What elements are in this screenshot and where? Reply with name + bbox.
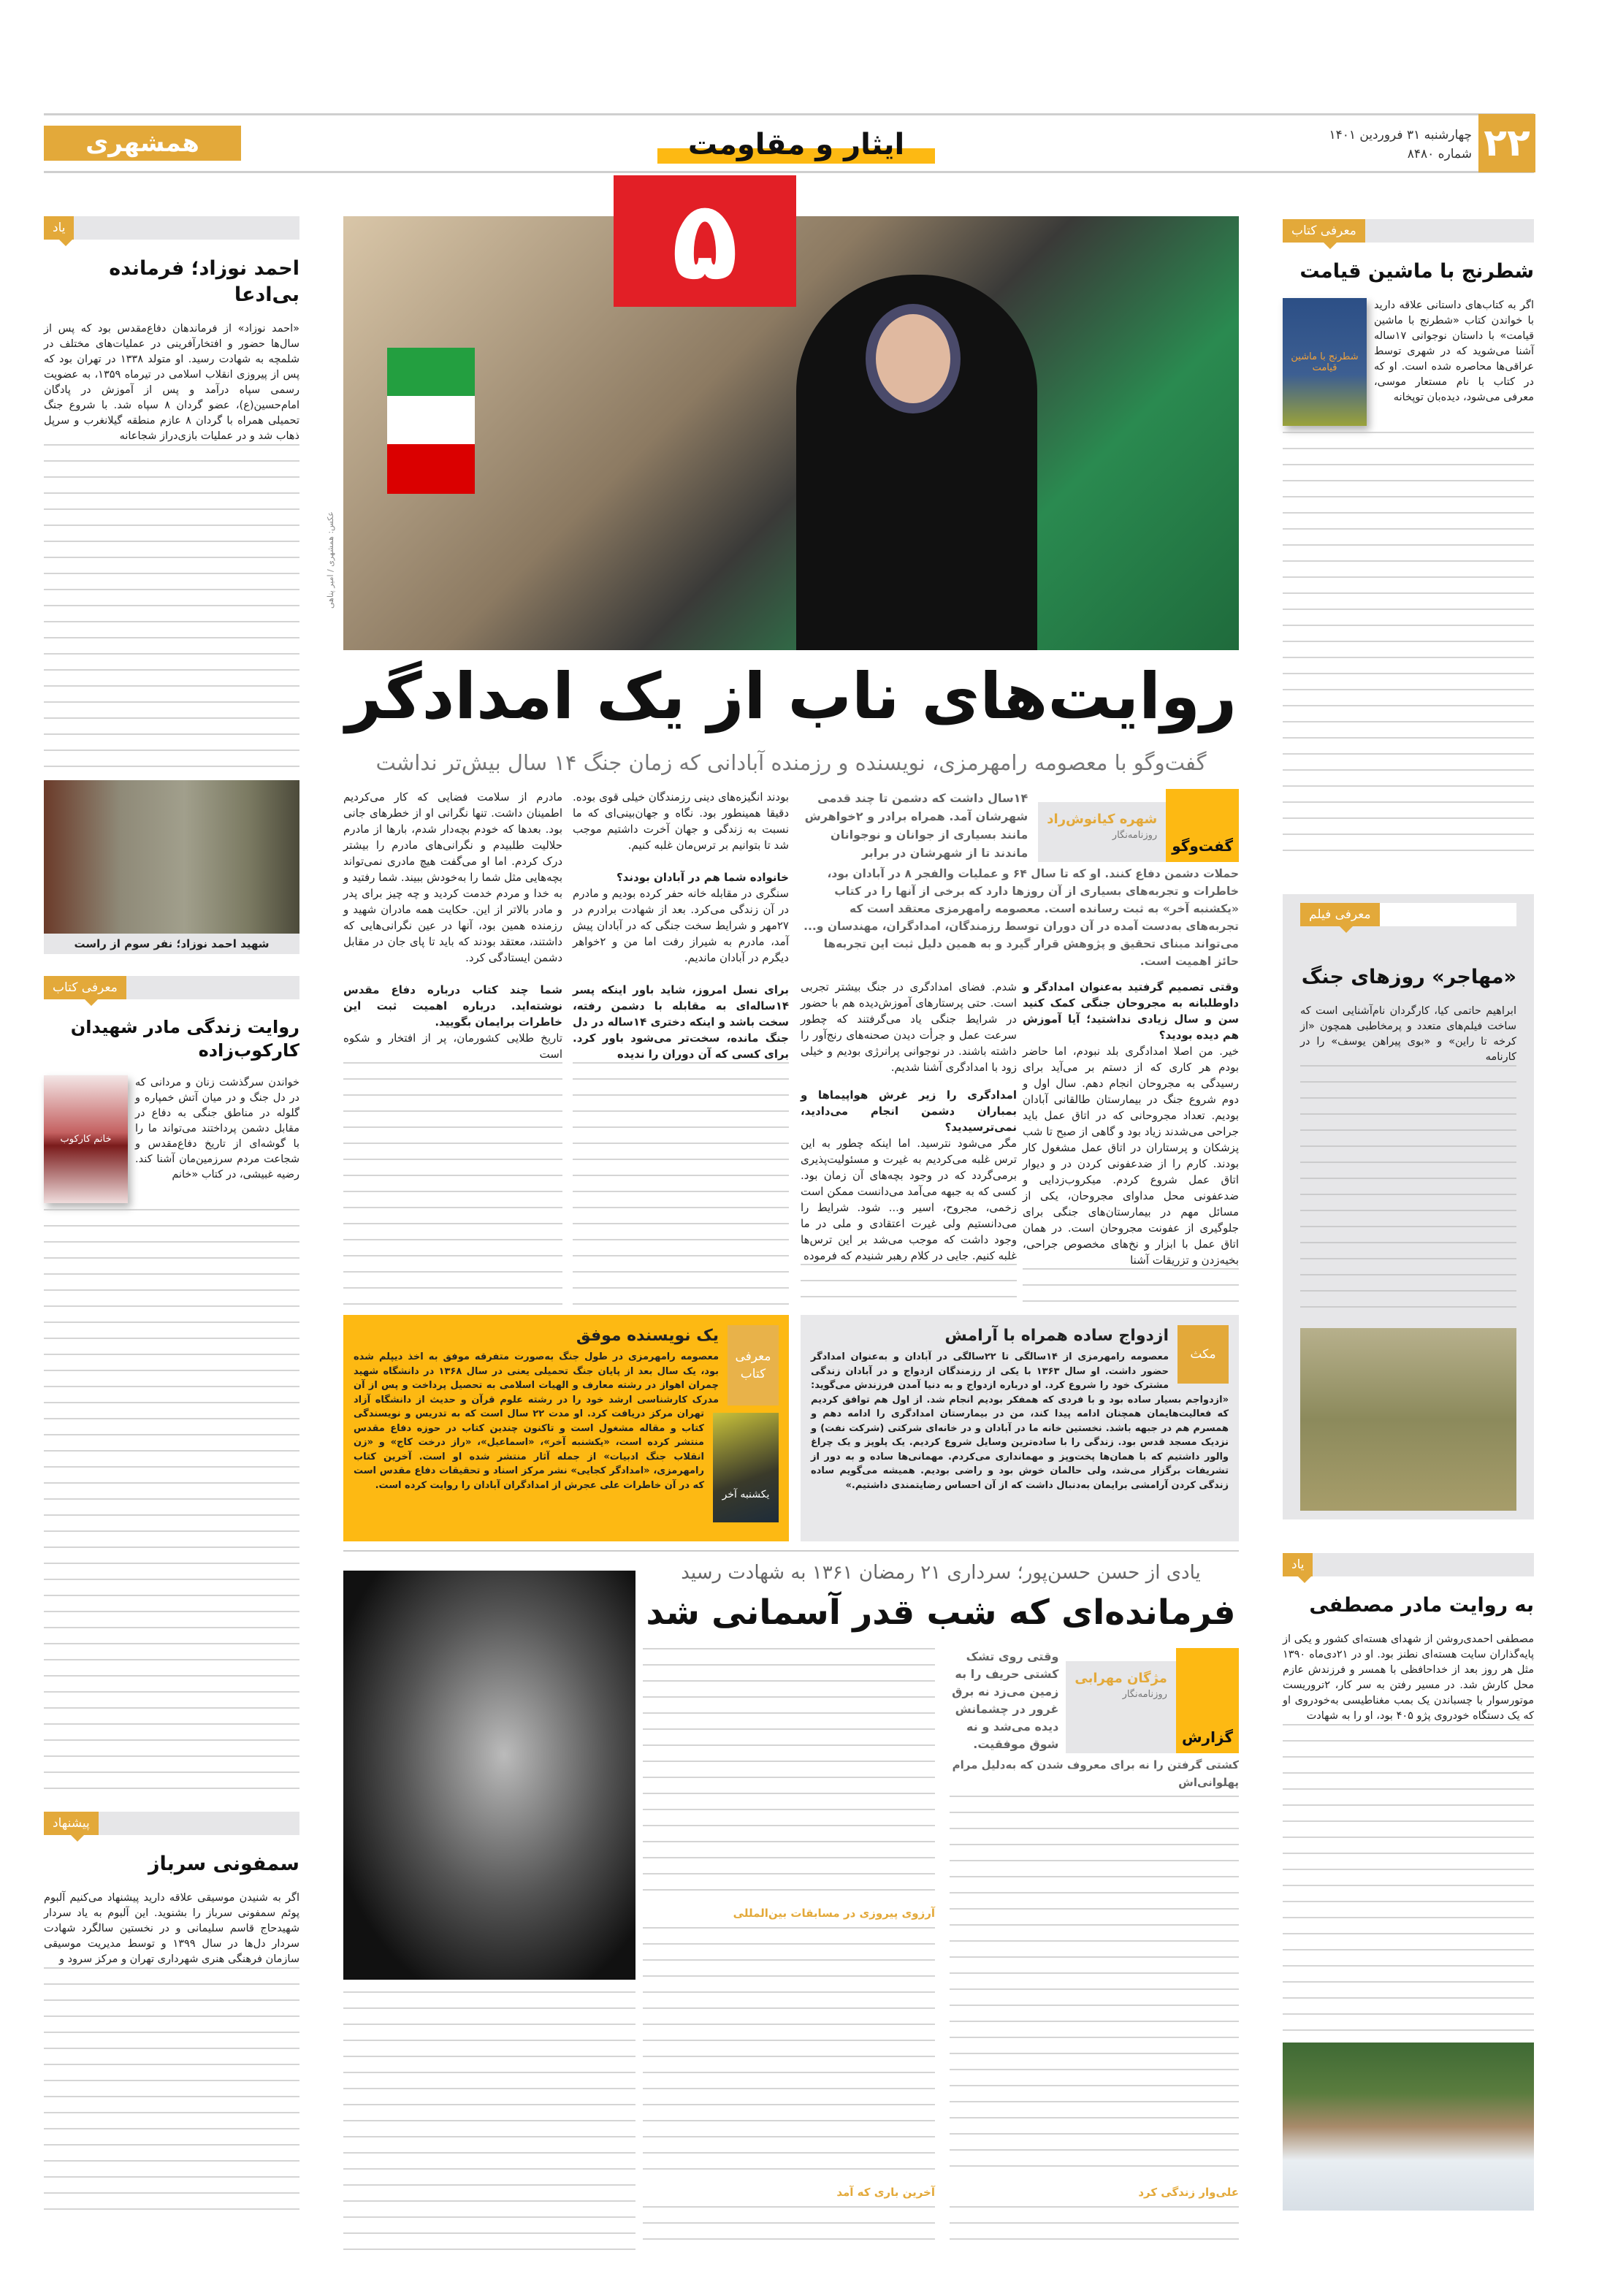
book-intro (44, 1075, 299, 1209)
report-body-start: کشتی گرفتن را نه برای معروف شدن که به‌دلیل مرام پهلوانی‌اش (952, 1758, 1239, 1789)
byline-author (1066, 1661, 1176, 1753)
book-cover-khanom-karkub: خانم کارکوب (44, 1075, 128, 1203)
text-filler (1023, 1268, 1239, 1308)
article-text: اگر به کتاب‌های داستانی علاقه دارید با خواندن کتاب «شطرنج با ماشین قیامت» با داستان نوجوانی ۱۷ساله آشنا می‌شوید که در شهری توسط عراقی‌ها محاصره شده است. او که در کتاب با نام مستعار موسی، معرفی می‌شود، دیده‌بان توپخانه (1374, 300, 1534, 403)
text-filler (643, 2206, 935, 2254)
article-text: مصطفی احمدی‌روشن از شهدای هسته‌ای کشور و یکی از پایه‌گذاران سایت هسته‌ای نطنز بود. او در ۲۱دی‌ماه ۱۳۹۰ مثل هر روز بعد از خداحافظی با همسر و فرزندش عازم محل کارش شد. در مسیر رفتن به سر کار، ۲تروریست موتورسوار با چسباندن یک بمب مغناطیسی به‌خودروی او که یک دستگاه خودروی پژو ۴۰۵ بود، او را به شهادت (1283, 1633, 1534, 1722)
text-filler (1283, 432, 1534, 862)
section-tab (44, 1812, 299, 1835)
section-tab (1283, 1553, 1534, 1576)
report-headline: فرمانده‌ای که شب قدر آسمانی شد (646, 1593, 1236, 1633)
interview-question: وقتی تصمیم گرفتید به‌عنوان امدادگر و داوطلبانه به مجروحان جنگی کمک کنید سن و سال زیادی نداشتید؛ آیا آموزش هم دیده بودید؟ (1023, 980, 1239, 1042)
article-title: احمد نوزاد؛ فرمانده بی‌ادعا (109, 257, 299, 306)
tab-label: یاد (44, 216, 74, 240)
interview-column-4 (343, 789, 562, 1308)
interview-lead-block (801, 789, 1239, 970)
report-kicker: یادی از حسن حسن‌پور؛ سرداری ۲۱ رمضان ۱۳۶۱ به شهادت رسید (681, 1562, 1201, 1584)
interview-question: شما چند کتاب درباره دفاع مقدس نوشته‌اید. درباره اهمیت ثبت این خاطرات برایمان بگویید. (343, 983, 562, 1029)
nozad-group-photo (44, 780, 299, 934)
interview-question: برای نسل امروز، شاید باور اینکه پسر ۱۴ساله‌ای به مقابله با دشمن رفته، سخت باشد و اینکه دختری ۱۴ساله در دل جنگ مانده، سخت‌تر می‌شود باور کرد. برای کسی که آن دوران را ندیده (573, 983, 789, 1061)
interview-lead: ۱۴سال داشت که دشمن تا چند قدمی شهرشان آمد. همراه برادر و ۲خواهرش مانند بسیاری از جوانان و نوجوانان ماندند تا از شهرشان در برابر (804, 791, 1028, 860)
interview-byline (1038, 789, 1239, 862)
tab-label: معرفی فیلم (1300, 903, 1380, 926)
byline-tag: گزارش (1176, 1648, 1239, 1753)
article-title: «مهاجر» روزهای جنگ (1301, 966, 1516, 988)
report-lead: وقتی روی تشک کشتی حریف را به زمین می‌زد نه برق غرور در چشمانش دیده می‌شد و نه شوق موفقیت. (952, 1649, 1059, 1751)
interview-answer: خیر. من اصلا امدادگری بلد نبودم، اما حاضر بودم هر کاری که از دستم بر می‌آید برای رسیدگی به مجروحان انجام دهم. سال اول و دوم شروع جنگ در بیمارستان طالقانی آبادان بودیم. تعداد مجروحانی که در اتاق عمل باید جراحی می‌شدند زیاد بود و گاهی از صبح تا شب پزشکان و پرستاران در اتاق عمل مشغول کار بودند. کارم را از ضدعفونی کردن در و دیوار اتاق عمل شروع کردم. میکروب‌زدایی و ضدعفونی محل مداوای مجروحان، یکی از مسائل مهم در بیمارستان‌های جنگی برای جلوگیری از عفونت مجروحان است. در همان اتاق عمل با ابزار و نخ‌های مخصوص جراحی، بخیه‌زدن و تزریقات آشنا (1023, 1045, 1239, 1267)
report-column-2 (643, 1648, 935, 2254)
report-subhead: آرزوی پیروزی در مسابقات بین‌المللی (733, 1907, 935, 1920)
interview-answer: شدم. فضای امدادگری در جنگ بیشتر تجربی است. حتی پرستارهای آموزش‌دیده هم با حضور در شرایط جنگی یاد می‌گرفتند که چطور سرعت عمل و جرأت دیدن صحنه‌های رنج‌آور را داشته باشند. در نوجوانی پرانرژی بودیم و خیلی زود با امدادگری آشنا شدیم. (801, 980, 1017, 1074)
text-filler (643, 1927, 935, 2178)
interview-question: خانواده شما هم در آبادان بودند؟ (616, 871, 789, 884)
text-filler (343, 1062, 562, 1308)
main-subtitle: گفت‌وگو با معصومه رامهرمزی، نویسنده و رزمنده آبادانی که زمان جنگ ۱۴ سال بیش‌تر نداشت (375, 750, 1207, 775)
interview-answer: مادرم از سلامت فضایی که کار می‌کردیم اطمینان داشت. تنها نگرانی او از خطرهای جانی بود. بعدها که خودم بچه‌دار شدم، بارها از مادرم حلالیت طلبیدم و نگرانی‌های مادرم را بیشتر درک کردم. اما او می‌گفت هیچ مادری نمی‌تواند بچه‌هایی مثل شما را به‌خودش ببیند. شما رفتید و به خدا و مردم خدمت کردید و چه چیز برای پدر و مادر بالاتر از این. حکایت همه مادران شهید و رزمنده همین بود، آنها در عین نگرانی‌هایی که داشتند، معتقد بودند که باید تا پای جان در مقابل دشمن ایستادگی کرد. (343, 790, 562, 964)
text-filler (1283, 1724, 1534, 2034)
text-filler (643, 1648, 935, 1899)
box-tag: مکث (1177, 1325, 1229, 1384)
text-filler (44, 444, 299, 773)
photo-caption: شهید احمد نوزاد؛ نفر سوم از راست (44, 934, 299, 954)
article-title: به روایت مادر مصطفی (1309, 1594, 1534, 1617)
interview-answer: تاریخ طلایی کشورمان، پر از افتخار و شکوه است (343, 1031, 562, 1061)
tab-label: پیشنهاد (44, 1812, 99, 1835)
main-headline: روایت‌های ناب از یک امدادگر (345, 659, 1237, 733)
interview-answer: بودند انگیزه‌های دینی رزمندگان خیلی قوی بوده. دقیقا همینطور بود. نگاه و جهان‌بینی‌ای که ما نسبت به زندگی و جهان آخرت داشتیم موجب شد تا بتوانیم بر ترس‌مان غلبه کنیم. (573, 790, 789, 852)
author-role: روزنامه‌نگار (1112, 830, 1158, 841)
interview-answer: مگر می‌شود نترسید. اما اینکه چطور به این ترس غلبه می‌کردیم به غیرت و مسئولیت‌پذیری برمی‌گردد که در وجود بچه‌های آن زمان بود. کسی که به جبهه می‌آمد می‌دانست ممکن است زخمی، مجروح، اسیر و... شود. شرایط را می‌دانستیم ولی غیرت اعتقادی و ملی در ما وجود داشت که موجب می‌شد بر این ترس‌ها غلبه کنیم. جایی در کلام رهبر شنیدم که فرموده (801, 1137, 1017, 1262)
byline-tag: گفت‌وگو (1166, 789, 1239, 862)
page-number: ۲۲ (1478, 114, 1535, 172)
mostafa-portrait (1283, 2043, 1534, 2211)
interview-right-columns (801, 979, 1239, 1308)
issue-number: شماره ۸۴۸۰ (1407, 147, 1472, 161)
box-title: ازدواج ساده همراه با آرامش (944, 1327, 1169, 1345)
tab-label: معرفی کتاب (44, 976, 126, 999)
report-column-1 (950, 1648, 1239, 2254)
commander-portrait (343, 1571, 635, 1980)
header-bottom-rule (44, 171, 1534, 173)
header-top-rule (44, 113, 1534, 115)
chess-book-article (1283, 219, 1534, 862)
report-subhead: علی‌وار زندگی کرد (1138, 2186, 1239, 2199)
text-filler (573, 1062, 789, 1308)
newspaper-logo: همشهری (44, 126, 241, 161)
report-subhead: آخرین باری که آمد (836, 2186, 935, 2199)
writer-info-box (343, 1315, 789, 1541)
author-name: شهره کیانوش‌راد (1047, 812, 1158, 827)
marriage-info-box (801, 1315, 1239, 1541)
interviewee-face (866, 304, 961, 413)
interview-intro: حملات دشمن دفاع کنند. او که تا سال ۶۴ و عملیات والفجر ۸ در آبادان بود، خاطرات و تجربه‌های بسیاری از آن روزها دارد که برخی از آنها را در کتاب «یکشنبه آخر» به ثبت رسانده است. معصومه رامهرمزی معتقد است که تجربه‌های به‌دست آمده در آن دوران توسط رزمندگان، امدادگران، مهندسان و... می‌تواند مبنای تحقیق و پژوهش قرار گیرد و به همین دلیل ثبت این تجربه‌ها حائز اهمیت است. (804, 867, 1239, 968)
article-text: خواندن سرگذشت زنان و مردانی که در دل جنگ و در میان آتش خمپاره و گلوله در مناطق جنگی به دفاع در مقابل دشمن پرداختند می‌تواند ما را با گوشه‌ای از تاریخ دفاع‌مقدس و شجاعت مردم سرزمین‌مان آشنا کند. رضیه غبیشی، در کتاب «خانم (135, 1077, 299, 1181)
section-tab (1283, 219, 1534, 243)
mostafa-article (1283, 1553, 1534, 2211)
report-byline (1066, 1648, 1239, 1753)
film-article (1283, 894, 1534, 1519)
issue-info (1264, 126, 1472, 164)
article-title: شطرنج با ماشین قیامت (1299, 260, 1534, 283)
author-role: روزنامه‌نگار (1122, 1689, 1167, 1700)
text-filler (801, 1264, 1017, 1308)
article-text: اگر به شنیدن موسیقی علاقه دارید پیشنهاد می‌کنیم آلبوم پوئم سمفونی سرباز را بشنوید. این آلبوم به یاد سردار شهیدحاج قاسم سلیمانی و در نخستین سالگرد شهادت سردار دل‌ها در سال ۱۳۹۹ و توسط مدیریت موسیقی سازمان فرهنگی هنری شهرداری تهران و مرکز سرود و (44, 1892, 299, 1965)
box-tag: معرفی کتاب (728, 1325, 779, 1406)
interview-right-half (801, 789, 1239, 1308)
article-title: سمفونی سرباز (148, 1853, 299, 1875)
text-filler (950, 2206, 1239, 2254)
text-filler (44, 1209, 299, 1801)
text-filler (343, 1991, 635, 2254)
article-text: ابراهیم حاتمی کیا، کارگردان نام‌آشنایی است که ساخت فیلم‌های متعدد و پرمخاطبی همچون «از کرخه تا راین» و «بوی پیراهن یوسف» را در کارنامه (1300, 1005, 1516, 1063)
section-logo: ۵ (614, 175, 796, 307)
report-lead-block (950, 1648, 1239, 1791)
interview-column-2 (801, 979, 1017, 1308)
section-tab (44, 976, 299, 999)
text-filler (44, 1967, 299, 2221)
karkub-book-article (44, 976, 299, 1801)
article-text: «احمد نوزاد» از فرماندهان دفاع‌مقدس بود که پس از سال‌ها حضور و افتخارآفرینی در عملیات‌های مختلف در شلمچه به شهادت رسید. او متولد ۱۳۳۸ در تهران بود که پس از پیروزی انقلاب اسلامی در تیرماه ۱۳۵۹، به عضویت رسمی سپاه درآمد و پس از آموزش در پادگان امام‌حسین(ع)، عضو گردان ۸ سپاه شد. با شروع جنگ تحمیلی همراه با گردان ۸ عازم منطقه گیلانغرب و سرپل ذهاب شد و در عملیات بازی‌دراز شجاعانه (44, 323, 300, 442)
interview-column-3 (573, 789, 789, 1308)
section-title: ایثار و مقاومت (657, 126, 935, 164)
nozad-article (44, 216, 299, 954)
interview-column-1 (1023, 979, 1239, 1308)
issue-date: چهارشنبه ۳۱ فروردین ۱۴۰۱ (1329, 128, 1472, 142)
photo-credit: عکس: همشهری / امیر پناهی (326, 511, 335, 609)
author-name: مژگان مهرابی (1074, 1671, 1167, 1686)
book-intro (1283, 298, 1534, 432)
book-cover-yekshanbe: یکشنبه آخر (713, 1413, 779, 1522)
book-cover-chess: شطرنج با ماشین قیامت (1283, 298, 1367, 426)
tab-label: یاد (1283, 1553, 1313, 1576)
music-article (44, 1812, 299, 2221)
interview-answer: سنگری در مقابله خانه حفر کرده بودیم و مادرم در آن زندگی می‌کرد. بعد از شهادت برادرم در ۲۷مهر و شرایط سخت جنگی که در آبادان پیش آمد، مادرم به شیراز رفت اما من و ۲خواهر دیگرم در آبادان ماندیم. (573, 887, 789, 964)
section-divider (343, 1550, 1239, 1552)
article-title: روایت زندگی مادر شهیدان کارکوب‌زاده (70, 1017, 299, 1061)
section-tab (44, 216, 299, 240)
box-title: یک نویسنده موفق (576, 1327, 719, 1345)
text-filler (1300, 1065, 1516, 1318)
flag-image (387, 348, 475, 494)
box-text: معصومه رامهرمزی در طول جنگ به‌صورت متفرقه موفق به اخذ دیپلم شده بود، یک سال بعد از پایان جنگ تحمیلی یعنی در سال ۱۳۶۸ در دانشگاه شهید چمران اهواز در رشته معارف و الهیات اسلامی به تحصیل پرداخت و پس از آن مدرک کارشناسی ارشد خود را در رشته علوم قرآن و حدیث از دانشگاه آزاد تهران مرکز دریافت کرد. او مدت ۲۲ سال است که به تدریس و نویسندگی کتاب و مقاله مشغول است و تاکنون چندین کتاب در حوزه دفاع مقدس منتشر کرده است، «یکشنبه آخر»، «اسماعیل»، «راز درخت کاج» و «زن انقلاب جنگ ادبیات» از جمله آثار منتشر شده او است. آخرین کتاب رامهرمزی، «امدادگر کجایی» نشر مرکز اسناد و تحقیقات دفاع مقدس است که در آن خاطرات علی عجرش از امدادگران آبادان را روایت کرده است. (354, 1351, 719, 1491)
byline-author (1038, 802, 1166, 862)
tab-label: معرفی کتاب (1283, 219, 1365, 243)
box-text: معصومه رامهرمزی از ۱۴سالگی تا ۲۲سالگی در آبادان و به‌عنوان امدادگر حضور داشت. او سال ۱۳۶۳ با یکی از رزمندگان ازدواج و در آبادان زندگی مشترک خود را شروع کرد. او درباره ازدواج و به دنیا آمدن فرزندش می‌گوید: «ازدواجم بسیار ساده بود و با فردی که همفکر بودیم انجام شد. از اول هم توافق کردیم که فعالیت‌هایمان همچنان ادامه پیدا کند، من در بیمارستان امدادگری را ادامه دهم و همسرم هم در جبهه باشد. نخستین خانه ما در آبادان و در خانه‌ای شرکتی (شرکت نفت) و نزدیک مسجد قدس بود. زندگی را با ساده‌ترین وسایل شروع کردیم. یک پلوپز و یک چراغ والور داشتیم که با همان‌ها پخت‌وپز و مهمانداری می‌کردم. مهمانی‌ها ساده و به دور از تشریفات برگزار می‌شد، ولی حالمان خوش بود و راضی بودیم. همیشه می‌گویم ساده زندگی کردن آرامشی برایمان به‌دنبال داشت که از آن احساس رضایتمندی داشتیم.» (811, 1351, 1229, 1491)
section-tab (1300, 903, 1516, 926)
interview-question: امدادگری را زیر غرش هواپیماها و بمباران دشمن انجام می‌دادید، نمی‌ترسیدید؟ (801, 1088, 1017, 1134)
film-still (1300, 1328, 1516, 1511)
text-filler (950, 1796, 1239, 2178)
